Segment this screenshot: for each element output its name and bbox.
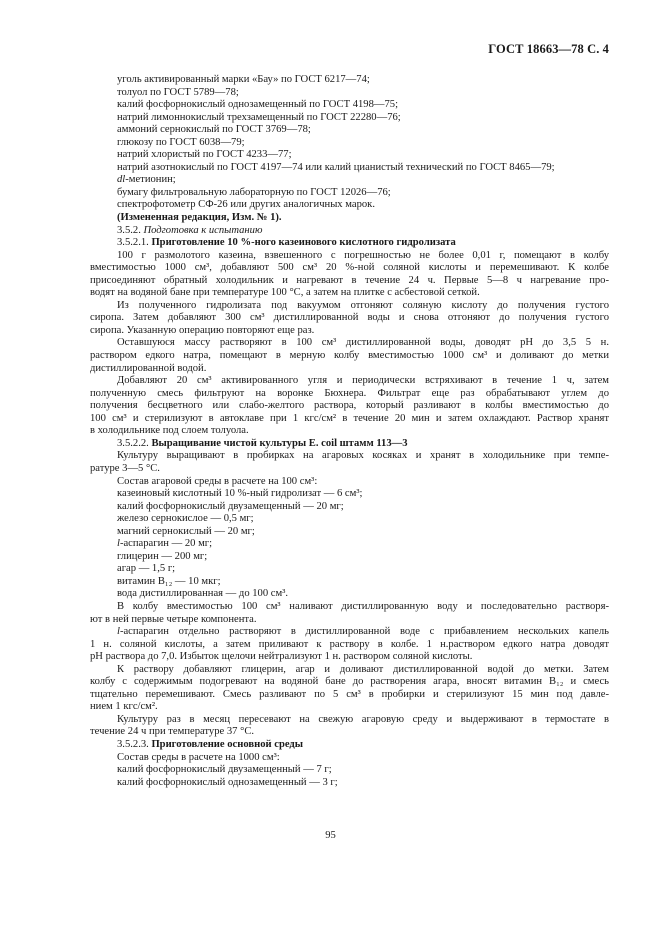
document-body (90, 74, 609, 789)
text-line: Добавляют 20 см³ активированного угля и периодически встряхивают в течение 1 ч, затем (117, 375, 609, 387)
text-line: вода дистиллированная — до 100 см³. (117, 588, 289, 600)
text-line: натрий лимоннокислый трехзамещенный по ГОСТ 22280—76; (117, 111, 401, 123)
text-line: К раствору добавляют глицерин, агар и доливают дистиллированной водой до метки. Затем (117, 663, 609, 675)
text-line: калий фосфорнокислый однозамещенный — 3 г; (117, 776, 338, 788)
text-line: натрий азотнокислый по ГОСТ 4197—74 или калий цианистый технический по ГОСТ 8465—79; (117, 161, 555, 173)
text-line: вместимостью 1000 см³, добавляют 500 см³ 20 %-ной соляной кислоты и перемешивают. К колбе (90, 262, 609, 274)
text-line: pH раствора до 7,0. Избыток щелочи нейтрализуют 1 н. раствором соляной кислоты. (90, 651, 473, 663)
text-line: агар — 1,5 г; (117, 563, 176, 575)
text-line: Состав агаровой среды в расчете на 100 см³: (117, 475, 318, 487)
text-line: витамин B₁₂ — 10 мкг; (117, 575, 221, 587)
text-line: в холодильнике под слоем толуола. (90, 425, 249, 437)
text-line: течение 24 ч при температуре 37 °С. (90, 726, 255, 738)
text-line: натрий хлористый по ГОСТ 4233—77; (117, 149, 292, 161)
text-line: калий фосфорнокислый двузамещенный — 7 г; (117, 764, 332, 776)
text-line: Культуру раз в месяц пересевают на свежую агаровую среду и выдерживают в термостате в (117, 713, 609, 725)
text-line: глицерин — 200 мг; (117, 550, 208, 562)
text-line: Оставшуюся массу растворяют в 100 см³ дистиллированной воды, доводят pH до 3,5 5 н. (117, 337, 609, 349)
text-line: 3.5.2.1. Приготовление 10 %-ного казеинового кислотного гидролизата (117, 237, 456, 249)
text-line: железо сернокислое — 0,5 мг; (117, 513, 254, 525)
text-line: l-аспарагин — 20 мг; (117, 538, 213, 550)
text-line: 100 г размолотого казеина, взвешенного с погрешностью не более 0,01 г, помещают в колбу (117, 249, 609, 261)
text-line: раствором едкого натра, помещают в мерную колбу вместимостью 1000 см³ и доливают до метки (90, 350, 609, 362)
text-line: сиропа. Указанную операцию повторяют еще раз. (90, 324, 315, 336)
text-line: 1 н. соляной кислоты, а затем приливают к раствору в колбе. 1 н.раствором едкого натра доводят (90, 638, 609, 650)
text-line: сиропа. Затем добавляют 300 см³ дистиллированной воды и снова отгоняют до получения густого (90, 312, 609, 324)
text-line: глюкозу по ГОСТ 6038—79; (117, 136, 245, 148)
text-line: полученную смесь фильтруют на воронке Бюхнера. Фильтрат еще раз обрабатывают углем до (90, 387, 609, 399)
text-line: Культуру выращивают в пробирках на агаровых косяках и хранят в холодильнике при темпе- (117, 450, 609, 462)
text-line: 3.5.2. Подготовка к испытанию (117, 224, 263, 236)
text-line: (Измененная редакция, Изм. № 1). (117, 212, 282, 224)
text-line: 3.5.2.2. Выращивание чистой культуры E. coil штамм 113—3 (117, 437, 408, 449)
text-line: водят на водяной бане при температуре 100 °С, а затем на плитке с асбестовой сеткой. (90, 287, 480, 299)
text-line: l-аспарагин отдельно растворяют в дистиллированной воде с прибавлением нескольких капель (117, 626, 609, 638)
text-line: Состав среды в расчете на 1000 см³: (117, 751, 280, 763)
text-line: уголь активированный марки «Бау» по ГОСТ 6217—74; (117, 74, 370, 85)
text-line: 3.5.2.3. Приготовление основной среды (117, 738, 304, 750)
text-line: калий фосфорнокислый двузамещенный — 20 мг; (117, 500, 344, 512)
text-line: аммоний сернокислый по ГОСТ 3769—78; (117, 124, 311, 136)
text-line: толуол по ГОСТ 5789—78; (117, 86, 239, 98)
text-line: калий фосфорнокислый однозамещенный по ГОСТ 4198—75; (117, 99, 399, 111)
text-line: дистиллированной водой. (90, 362, 207, 374)
text-line: бумагу фильтровальную лабораторную по ГОСТ 12026—76; (117, 186, 391, 198)
text-line: dl-метионин; (117, 174, 176, 186)
page-number: 95 (325, 830, 336, 841)
page-header: ГОСТ 18663—78 С. 4 (488, 42, 609, 56)
text-line: получения бесцветного или слабо-желтого раствора, который разливают в колбы вместимостью до (90, 400, 609, 412)
text-line: колбу с содержимым подогревают на водяной бане до растворения агара, вносят витамин B₁₂ и смесь (90, 676, 609, 688)
text-line: тщательно перемешивают. Смесь разливают по 5 см³ в пробирки и стерилизуют 15 мин под давле- (90, 688, 609, 700)
text-line: ют в ней первые четыре компонента. (90, 613, 257, 625)
text-line: присоединяют обратный холодильник и нагревают в течение 24 ч. Первые 5—8 ч нагревание про- (90, 274, 609, 286)
text-line: магний сернокислый — 20 мг; (117, 525, 255, 537)
text-line: Из полученного гидролизата под вакуумом отгоняют соляную кислоту до получения густого (117, 299, 609, 311)
text-line: В колбу вместимостью 100 см³ наливают дистиллированную воду и последовательно растворя- (117, 600, 609, 612)
text-line: ратуре 3—5 °С. (90, 462, 160, 474)
text-line: казеиновый кислотный 10 %-ный гидролизат — 6 см³; (117, 488, 363, 500)
text-line: спектрофотометр СФ-26 или других аналогичных марок. (117, 199, 375, 211)
text-line: нием 1 кгс/см². (90, 701, 158, 713)
text-line: 100 см³ и стерилизуют в автоклаве при 1 кгс/см² в течение 20 мин и затем охлаждают. Раствор хранят (90, 412, 609, 424)
